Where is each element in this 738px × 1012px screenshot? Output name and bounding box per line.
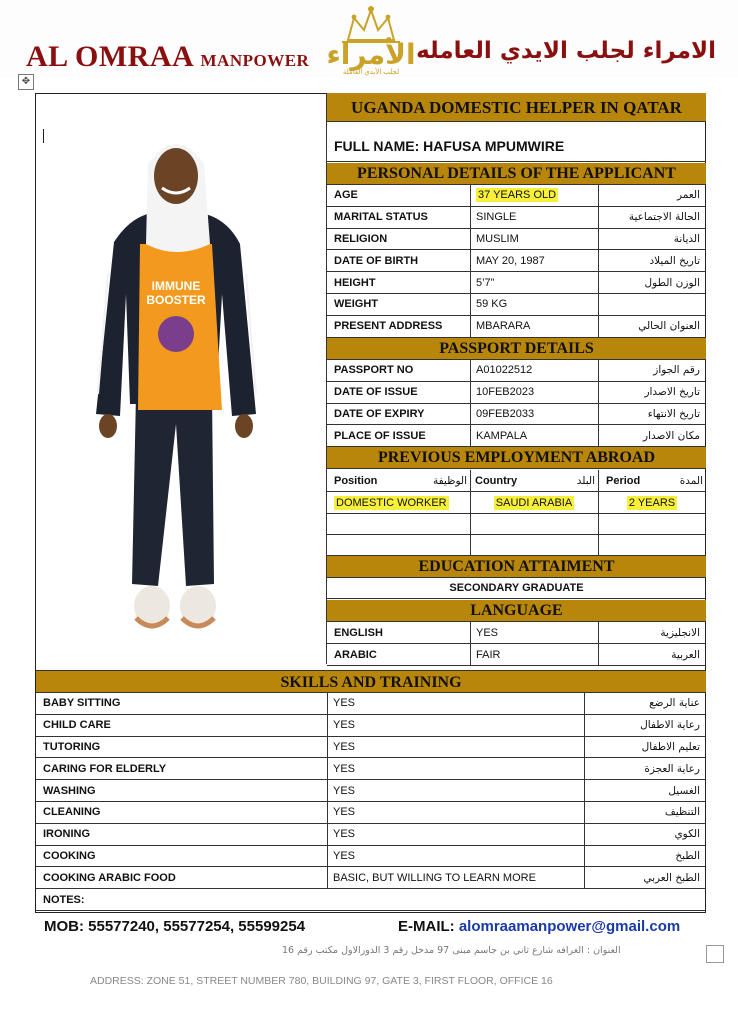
skill-name-arabic: الغسيل — [668, 784, 700, 797]
passport-detail-row — [327, 425, 706, 447]
language-row — [327, 644, 706, 666]
applicant-photo — [36, 94, 326, 664]
passport-label-arabic: مكان الاصدار — [643, 429, 700, 442]
detail-label-arabic: الوزن الطول — [644, 276, 700, 289]
skill-name: BABY SITTING — [43, 697, 121, 710]
logo-wordmark: الأمراء — [326, 38, 416, 71]
personal-detail-row — [327, 272, 706, 294]
skill-row — [36, 693, 706, 715]
detail-label-arabic: تاريخ الميلاد — [649, 254, 700, 267]
skill-row — [36, 846, 706, 868]
language-level: YES — [476, 626, 499, 639]
company-name-arabic: الامراء لجلب الايدي العامله — [416, 38, 716, 64]
detail-label-arabic — [602, 294, 700, 315]
language-name: ENGLISH — [334, 626, 383, 639]
detail-label: HEIGHT — [334, 276, 376, 289]
passport-label: PLACE OF ISSUE — [334, 429, 426, 442]
skill-name-arabic: الطبخ العربي — [643, 871, 700, 884]
skill-name-arabic: رعاية الاطفال — [640, 719, 700, 732]
detail-label-arabic: العنوان الحالي — [638, 320, 700, 333]
skill-name-arabic: التنظيف — [664, 806, 700, 819]
column-divider — [470, 360, 471, 447]
personal-detail-row — [327, 294, 706, 316]
detail-label: WEIGHT — [334, 298, 378, 311]
skill-value: YES — [333, 740, 356, 753]
passport-label-arabic: رقم الجواز — [653, 364, 700, 377]
skills-heading: SKILLS AND TRAINING — [36, 670, 706, 693]
skill-row — [36, 715, 706, 737]
svg-text:IMMUNE: IMMUNE — [151, 279, 201, 293]
detail-label-arabic: الديانة — [673, 232, 700, 245]
passport-value: 09FEB2033 — [476, 407, 535, 420]
employment-row — [327, 492, 706, 514]
language-row — [327, 622, 706, 644]
skill-row — [36, 824, 706, 846]
col-period-label: Period — [606, 474, 641, 487]
column-divider — [470, 622, 471, 666]
skill-name-arabic: عناية الرضع — [649, 697, 700, 710]
column-divider — [470, 185, 471, 338]
detail-label: PRESENT ADDRESS — [334, 320, 443, 333]
company-name-english — [26, 40, 309, 74]
personal-details-heading: PERSONAL DETAILS OF THE APPLICANT — [327, 163, 706, 185]
skill-row — [36, 867, 706, 889]
skill-value: YES — [333, 719, 356, 732]
skill-name: CHILD CARE — [43, 719, 111, 732]
applicant-figure-image — [36, 94, 326, 664]
email-label: E-MAIL: — [398, 918, 459, 935]
col-country-arabic: البلد — [576, 474, 595, 487]
checkbox[interactable] — [706, 945, 724, 963]
detail-label-arabic: الحالة الاجتماعية — [628, 211, 700, 224]
skill-name: COOKING ARABIC FOOD — [43, 871, 176, 884]
full-name-row — [327, 130, 706, 162]
company-name-main: AL OMRAA — [26, 40, 193, 73]
employment-empty-row — [327, 535, 706, 556]
col-position-label: Position — [334, 474, 378, 487]
email-address[interactable]: alomraamanpower@gmail.com — [458, 918, 681, 935]
education-heading: EDUCATION ATTAIMENT — [327, 556, 706, 578]
personal-detail-row — [327, 250, 706, 272]
column-divider — [584, 693, 585, 889]
skill-value: YES — [333, 697, 356, 710]
detail-value: 37 YEARS OLD — [478, 189, 557, 202]
column-divider — [598, 622, 599, 666]
detail-label: DATE OF BIRTH — [334, 254, 419, 267]
table-move-handle-icon[interactable]: ✥ — [18, 74, 34, 90]
passport-label-arabic: تاريخ الانتهاء — [647, 407, 700, 420]
passport-detail-row — [327, 382, 706, 404]
personal-detail-row — [327, 229, 706, 251]
employment-period: 2 YEARS — [628, 496, 676, 509]
employment-country: SAUDI ARABIA — [495, 496, 573, 509]
column-divider — [598, 360, 599, 447]
skill-value: YES — [333, 849, 356, 862]
notes-label: NOTES: — [43, 893, 85, 906]
email-line — [398, 918, 680, 935]
col-position-arabic: الوظيفة — [432, 474, 467, 487]
company-logo — [312, 4, 430, 78]
skill-value: BASIC, BUT WILLING TO LEARN MORE — [333, 871, 536, 884]
employment-col-divider — [470, 470, 471, 556]
skill-row — [36, 758, 706, 780]
education-value: SECONDARY GRADUATE — [449, 582, 584, 594]
passport-label-arabic: تاريخ الاصدار — [644, 386, 700, 399]
language-heading: LANGUAGE — [327, 600, 706, 622]
employment-header-row — [327, 470, 706, 492]
passport-detail-row — [327, 404, 706, 426]
detail-label: AGE — [334, 189, 358, 202]
skill-name: TUTORING — [43, 740, 101, 753]
passport-value: A01022512 — [476, 364, 533, 377]
employment-col-divider — [598, 470, 599, 556]
passport-label: DATE OF EXPIRY — [334, 407, 425, 420]
skill-name: CARING FOR ELDERLY — [43, 762, 167, 775]
employment-empty-row — [327, 514, 706, 535]
personal-detail-row — [327, 185, 706, 207]
detail-value: SINGLE — [476, 211, 517, 224]
skill-row — [36, 802, 706, 824]
skill-name-arabic: رعاية العجزة — [644, 762, 700, 775]
svg-text:BOOSTER: BOOSTER — [146, 293, 206, 307]
address-arabic: العنوان : الغرافه شارع ثاني بن جاسم مبنى 97 مدخل رقم 3 الدورالاول مكتب رقم 16 — [282, 945, 621, 956]
employment-position: DOMESTIC WORKER — [336, 496, 447, 509]
col-country-label: Country — [475, 474, 518, 487]
detail-label: MARITAL STATUS — [334, 211, 428, 224]
skill-name-arabic: الطبخ — [675, 849, 700, 862]
col-period-arabic: المدة — [679, 474, 703, 487]
passport-value: KAMPALA — [476, 429, 528, 442]
mobile-numbers: MOB: 55577240, 55577254, 55599254 — [44, 918, 306, 935]
skill-value: YES — [333, 806, 356, 819]
language-name: ARABIC — [334, 648, 377, 661]
address-english: ADDRESS: ZONE 51, STREET NUMBER 780, BUILDING 97, GATE 3, FIRST FLOOR, OFFICE 16 — [90, 975, 553, 987]
column-divider — [327, 693, 328, 889]
personal-detail-row — [327, 316, 706, 338]
detail-label: RELIGION — [334, 232, 388, 245]
skill-row — [36, 737, 706, 759]
detail-value: 5’7” — [476, 276, 495, 289]
education-row — [327, 578, 706, 599]
detail-value: MBARARA — [476, 320, 531, 333]
column-divider — [598, 185, 599, 338]
passport-detail-row — [327, 360, 706, 382]
passport-details-heading: PASSPORT DETAILS — [327, 338, 706, 360]
detail-value: MAY 20, 1987 — [476, 254, 545, 267]
personal-detail-row — [327, 207, 706, 229]
skill-name: IRONING — [43, 828, 91, 841]
skill-name: COOKING — [43, 849, 96, 862]
notes-row — [36, 889, 706, 911]
employment-heading: PREVIOUS EMPLOYMENT ABROAD — [327, 447, 706, 469]
skill-name: CLEANING — [43, 806, 101, 819]
logo-tagline: لجلب الأيدي العاملة — [342, 69, 400, 76]
detail-value: MUSLIM — [476, 232, 519, 245]
language-level: FAIR — [476, 648, 501, 661]
detail-label-arabic: العمر — [676, 189, 700, 202]
skill-name-arabic: الكوي — [674, 828, 700, 841]
skill-row — [36, 780, 706, 802]
skill-value: YES — [333, 828, 356, 841]
detail-value: 59 KG — [476, 298, 508, 311]
skill-name: WASHING — [43, 784, 96, 797]
skill-name-arabic: تعليم الاطفال — [641, 740, 700, 753]
company-name-sub: MANPOWER — [200, 51, 310, 70]
full-name: FULL NAME: HAFUSA MPUMWIRE — [334, 137, 565, 154]
skill-value: YES — [333, 762, 356, 775]
passport-label: DATE OF ISSUE — [334, 386, 418, 399]
skill-value: YES — [333, 784, 356, 797]
passport-label: PASSPORT NO — [334, 364, 414, 377]
passport-value: 10FEB2023 — [476, 386, 535, 399]
language-name-arabic: الانجليزية — [660, 626, 700, 639]
language-name-arabic: العربية — [671, 648, 700, 661]
document-title: UGANDA DOMESTIC HELPER IN QATAR — [327, 93, 706, 122]
